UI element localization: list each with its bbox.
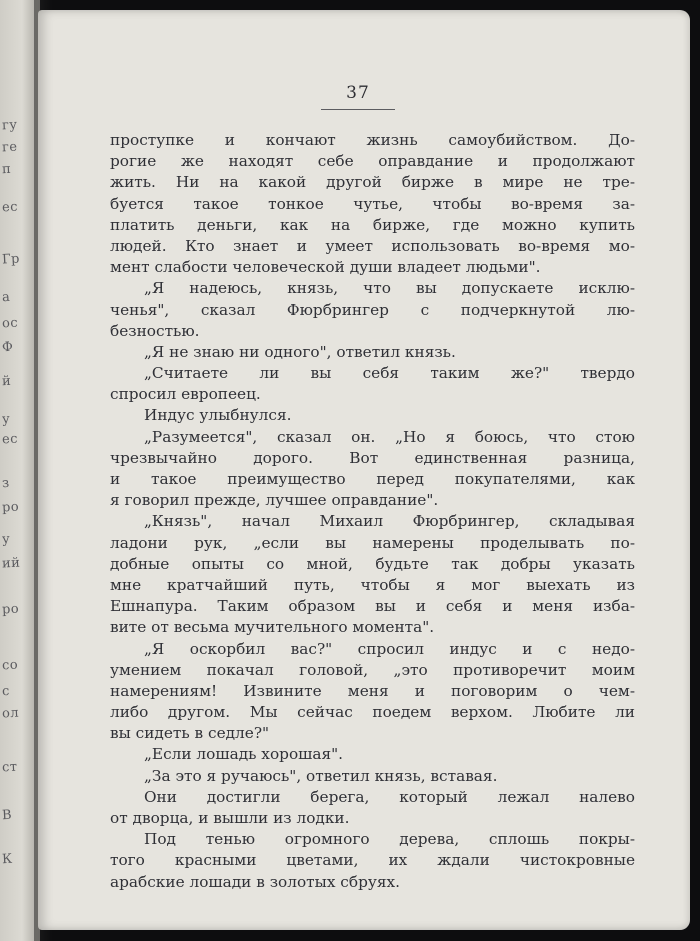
text-line: намерениям! Извините меня и поговорим о чем- <box>110 681 635 700</box>
page-number: 37 <box>346 83 370 103</box>
previous-page-text-fragment: п <box>1 161 12 178</box>
previous-page-text-fragment: ий <box>1 555 21 572</box>
text-line: мне кратчайший путь, чтобы я мог выехать из <box>110 575 635 594</box>
text-line: ладони рук, „если вы намерены проделывать по- <box>110 533 635 552</box>
text-line: Под тенью огромного дерева, сплошь покры- <box>144 830 635 849</box>
text-line: рогие же находят себе оправдание и продолжают <box>110 152 635 171</box>
text-line: Индус улыбнулся. <box>144 406 292 425</box>
previous-page-text-fragment: ге <box>1 139 18 156</box>
text-line: и такое преимущество перед покупателями, как <box>110 470 635 488</box>
page-text-block <box>110 130 635 893</box>
text-line: „Считаете ли вы себя таким же?" твердо <box>144 364 635 383</box>
previous-page-text-fragment: у <box>1 531 11 548</box>
previous-page-text-fragment: со <box>1 657 19 674</box>
previous-page-text-fragment: ес <box>1 199 19 216</box>
text-line: арабские лошади в золотых сбруях. <box>110 872 401 891</box>
text-line: „Я надеюсь, князь, что вы допускаете исклю- <box>144 279 635 298</box>
text-line: „Я оскорбил вас?" спросил индус и с недо- <box>144 639 635 658</box>
book-page <box>38 10 690 930</box>
text-line: Они достигли берега, который лежал налево <box>144 787 635 806</box>
previous-page-text-fragment: а <box>1 289 11 306</box>
text-line: умением покачал головой, „это противоречит моим <box>110 660 635 679</box>
text-line: спросил европеец. <box>110 385 261 404</box>
text-line: либо другом. Мы сейчас поедем верхом. Любите ли <box>110 703 635 722</box>
previous-page-text-fragment: ст <box>1 759 18 776</box>
previous-page-text-fragment: Гр <box>1 251 21 268</box>
previous-page-text-fragment: ро <box>1 601 20 618</box>
text-line: от дворца, и вышли из лодки. <box>110 809 350 827</box>
text-line: ченья", сказал Фюрбрингер с подчеркнутой лю- <box>110 300 635 319</box>
text-line: людей. Кто знает и умеет использовать во-время мо- <box>110 236 635 255</box>
previous-page-text-fragment: ол <box>1 705 20 722</box>
text-line: „Я не знаю ни одного", ответил князь. <box>144 342 456 361</box>
previous-page-text-fragment: гу <box>1 117 18 134</box>
previous-page-text-fragment: В <box>1 807 13 824</box>
previous-page-text-fragment: ос <box>1 315 19 332</box>
previous-page-text-fragment: ро <box>1 499 20 516</box>
text-line: „Если лошадь хорошая". <box>144 745 344 764</box>
previous-page-text-fragment: й <box>1 373 12 390</box>
previous-page-text-fragment: К <box>1 851 13 868</box>
text-line: буется такое тонкое чутье, чтобы во-время за- <box>110 194 635 213</box>
page-number-underline <box>321 109 395 110</box>
previous-page-text-fragment: з <box>1 475 10 492</box>
previous-page-text-fragment: Ф <box>1 339 14 356</box>
text-line: „Разумеется", сказал он. „Но я боюсь, что стою <box>144 427 635 446</box>
text-line: „Князь", начал Михаил Фюрбрингер, складывая <box>144 512 635 531</box>
text-line: „За это я ручаюсь", ответил князь, вставая. <box>144 766 498 785</box>
text-line: платить деньги, как на бирже, где можно купить <box>110 215 635 234</box>
text-line: вите от весьма мучительного момента". <box>110 618 435 637</box>
previous-page-text-fragment: ес <box>1 431 19 448</box>
text-line: безностью. <box>110 321 200 340</box>
previous-page-text-fragment: у <box>1 411 11 428</box>
text-line: чрезвычайно дорого. Вот единственная разница, <box>110 448 635 467</box>
text-line: проступке и кончают жизнь самоубийством. До- <box>110 131 635 149</box>
text-line: вы сидеть в седле?" <box>110 724 270 743</box>
text-line: Ешнапура. Таким образом вы и себя и меня изба- <box>110 597 635 616</box>
text-line: мент слабости человеческой души владеет людьми". <box>110 258 541 277</box>
previous-page-text-fragment: с <box>1 683 11 700</box>
text-line: жить. Ни на какой другой бирже в мире не тре- <box>110 173 635 192</box>
text-line: того красными цветами, их ждали чистокровные <box>110 851 635 870</box>
text-line: добные опыты со мной, будьте так добры указать <box>110 554 635 573</box>
text-line: я говорил прежде, лучшее оправдание". <box>110 491 439 510</box>
